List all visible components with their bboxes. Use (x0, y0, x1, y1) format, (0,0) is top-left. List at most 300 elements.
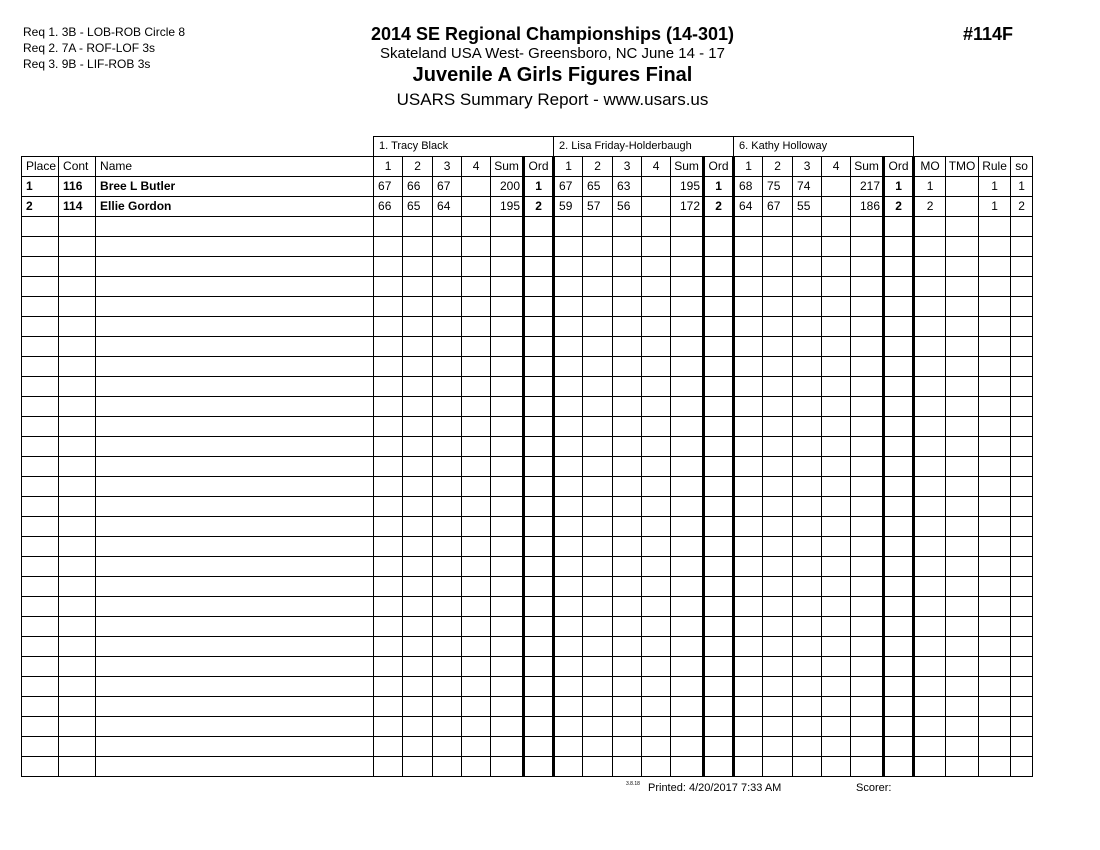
judge2-score-4-cell (642, 577, 671, 597)
judge3-score-2-cell (763, 377, 793, 397)
judge3-score-2-cell (763, 717, 793, 737)
judge1-score-4-cell (462, 397, 491, 417)
judge1-score-3-cell (433, 377, 462, 397)
judge3-score-1-cell (734, 417, 763, 437)
tmo-cell (946, 437, 979, 457)
col-header-judge3-3: 4 (822, 157, 851, 177)
judge3-score-2-cell (763, 617, 793, 637)
cont-cell (59, 257, 96, 277)
results-table (21, 136, 1033, 777)
judge3-score-2-cell (763, 337, 793, 357)
judge2-score-2-cell (583, 257, 613, 277)
so-cell (1011, 317, 1033, 337)
mo-cell (914, 297, 946, 317)
name-cell (96, 257, 374, 277)
judge2-score-3-cell (613, 217, 642, 237)
name-cell (96, 637, 374, 657)
col-header-judge1-0: 1 (374, 157, 403, 177)
judge3-score-1-cell (734, 597, 763, 617)
judge1-score-4-cell (462, 457, 491, 477)
judge3-score-1-cell (734, 457, 763, 477)
judge3-ord-cell (884, 257, 914, 277)
empty-table-row (22, 477, 1033, 497)
judge3-score-3-cell (793, 677, 822, 697)
judge3-score-1-cell (734, 657, 763, 677)
tmo-cell (946, 577, 979, 597)
judge2-sum-cell (671, 757, 704, 777)
judge3-score-2-cell (763, 297, 793, 317)
judge3-score-2-cell (763, 217, 793, 237)
judge1-ord-cell (524, 437, 554, 457)
judge3-sum-cell (851, 217, 884, 237)
judge3-score-4-cell (822, 657, 851, 677)
judge2-score-1-cell (554, 377, 583, 397)
judge-1-name: 1. Tracy Black (374, 137, 554, 157)
judge2-ord-cell (704, 397, 734, 417)
rule-cell (979, 617, 1011, 637)
judge1-sum-cell (491, 597, 524, 617)
judge3-ord-cell (884, 217, 914, 237)
judge1-score-3-cell (433, 237, 462, 257)
judge2-ord-cell (704, 657, 734, 677)
col-header-judge1-2: 3 (433, 157, 462, 177)
judge1-score-4-cell (462, 177, 491, 197)
tmo-cell (946, 637, 979, 657)
judge1-score-3-cell (433, 297, 462, 317)
judge1-ord-cell (524, 317, 554, 337)
judge2-sum-cell (671, 617, 704, 637)
judge3-score-1-cell: 64 (734, 197, 763, 217)
judge3-ord-cell: 1 (884, 177, 914, 197)
judge3-ord-cell (884, 237, 914, 257)
so-cell (1011, 357, 1033, 377)
judge3-score-3-cell (793, 297, 822, 317)
judge1-sum-cell (491, 237, 524, 257)
judge1-score-3-cell (433, 397, 462, 417)
judge3-sum-cell (851, 477, 884, 497)
judge1-score-4-cell (462, 677, 491, 697)
judge1-score-4-cell (462, 577, 491, 597)
rule-cell (979, 377, 1011, 397)
col-header-tmo: TMO (946, 157, 979, 177)
judge2-score-1-cell (554, 557, 583, 577)
judge3-sum-cell (851, 497, 884, 517)
judge2-ord-cell (704, 357, 734, 377)
judge3-score-1-cell (734, 277, 763, 297)
rule-cell (979, 717, 1011, 737)
judge2-score-3-cell (613, 257, 642, 277)
judge2-ord-cell (704, 277, 734, 297)
judge2-score-2-cell: 65 (583, 177, 613, 197)
judge2-score-1-cell (554, 617, 583, 637)
printed-timestamp: Printed: 4/20/2017 7:33 AM (648, 782, 782, 794)
judge3-score-1-cell (734, 477, 763, 497)
judge2-score-2-cell (583, 617, 613, 637)
judge3-score-4-cell (822, 217, 851, 237)
judge2-score-2-cell (583, 737, 613, 757)
judge1-score-3-cell: 64 (433, 197, 462, 217)
judge1-score-3-cell (433, 217, 462, 237)
judge2-sum-cell (671, 737, 704, 757)
judge3-score-4-cell (822, 697, 851, 717)
so-cell (1011, 417, 1033, 437)
col-header-place: Place (22, 157, 59, 177)
judge3-ord-cell (884, 437, 914, 457)
judge2-score-1-cell (554, 217, 583, 237)
judge-3-name: 6. Kathy Holloway (734, 137, 914, 157)
rule-cell (979, 477, 1011, 497)
judge2-sum-cell (671, 337, 704, 357)
judge2-sum-cell (671, 637, 704, 657)
judge1-sum-cell (491, 297, 524, 317)
judge1-score-4-cell (462, 197, 491, 217)
judge2-score-4-cell (642, 377, 671, 397)
judge3-score-1-cell (734, 437, 763, 457)
judge3-score-4-cell (822, 457, 851, 477)
name-cell (96, 697, 374, 717)
judge3-score-4-cell (822, 397, 851, 417)
judge1-sum-cell (491, 377, 524, 397)
name-cell (96, 497, 374, 517)
cont-cell (59, 497, 96, 517)
name-cell (96, 337, 374, 357)
judge1-score-1-cell (374, 337, 403, 357)
rule-cell (979, 337, 1011, 357)
judge3-score-1-cell (734, 337, 763, 357)
rule-cell (979, 557, 1011, 577)
judge2-score-3-cell (613, 397, 642, 417)
judge2-score-4-cell (642, 657, 671, 677)
judge1-score-1-cell (374, 357, 403, 377)
cont-cell (59, 757, 96, 777)
judge1-ord-cell (524, 657, 554, 677)
judge2-score-3-cell (613, 537, 642, 557)
tmo-cell (946, 557, 979, 577)
cont-cell: 114 (59, 197, 96, 217)
so-cell: 2 (1011, 197, 1033, 217)
report-title: USARS Summary Report - www.usars.us (396, 90, 709, 109)
cont-cell (59, 237, 96, 257)
judge3-sum-cell (851, 397, 884, 417)
judge-2-name: 2. Lisa Friday-Holderbaugh (554, 137, 734, 157)
judge2-score-2-cell (583, 277, 613, 297)
judge1-sum-cell (491, 557, 524, 577)
judge2-score-3-cell (613, 237, 642, 257)
judge2-sum-cell (671, 497, 704, 517)
col-header-so: so (1011, 157, 1033, 177)
judge1-score-1-cell (374, 517, 403, 537)
judge1-sum-cell (491, 537, 524, 557)
judge2-score-3-cell (613, 457, 642, 477)
judge1-score-4-cell (462, 237, 491, 257)
judge1-sum-cell (491, 737, 524, 757)
col-header-judge3-0: 1 (734, 157, 763, 177)
judge1-score-4-cell (462, 597, 491, 617)
place-cell (22, 657, 59, 677)
judge2-score-3-cell (613, 277, 642, 297)
judge2-score-2-cell (583, 717, 613, 737)
rule-cell (979, 677, 1011, 697)
so-cell (1011, 737, 1033, 757)
judge2-score-2-cell (583, 437, 613, 457)
mo-cell (914, 677, 946, 697)
judge3-score-4-cell (822, 297, 851, 317)
judge1-score-3-cell (433, 277, 462, 297)
col-header-judge2-3: 4 (642, 157, 671, 177)
cont-cell (59, 577, 96, 597)
judge3-score-3-cell (793, 757, 822, 777)
judge3-score-1-cell (734, 757, 763, 777)
rule-cell (979, 577, 1011, 597)
cont-cell (59, 517, 96, 537)
judge3-ord-cell (884, 617, 914, 637)
mo-cell (914, 497, 946, 517)
judge1-ord-cell (524, 637, 554, 657)
cont-cell (59, 737, 96, 757)
tmo-cell (946, 357, 979, 377)
rule-cell (979, 697, 1011, 717)
judge2-score-2-cell (583, 577, 613, 597)
judge1-score-2-cell (403, 457, 433, 477)
judge1-score-2-cell (403, 317, 433, 337)
empty-table-row (22, 597, 1033, 617)
judge2-score-1-cell (554, 257, 583, 277)
judge3-score-2-cell (763, 517, 793, 537)
cont-cell (59, 657, 96, 677)
so-cell (1011, 397, 1033, 417)
judge2-score-2-cell (583, 357, 613, 377)
judge3-score-4-cell (822, 557, 851, 577)
judge1-ord-cell (524, 377, 554, 397)
place-cell (22, 497, 59, 517)
judge1-score-3-cell (433, 517, 462, 537)
name-cell (96, 317, 374, 337)
judge3-score-1-cell (734, 217, 763, 237)
name-cell (96, 677, 374, 697)
judge3-score-2-cell (763, 317, 793, 337)
empty-table-row (22, 277, 1033, 297)
empty-table-row (22, 697, 1033, 717)
judge2-sum-cell (671, 577, 704, 597)
empty-table-row (22, 757, 1033, 777)
judge1-sum-cell (491, 277, 524, 297)
name-cell (96, 437, 374, 457)
mo-cell (914, 477, 946, 497)
judge3-score-3-cell (793, 657, 822, 677)
judge3-score-3-cell (793, 637, 822, 657)
judge3-sum-cell: 217 (851, 177, 884, 197)
judge3-score-1-cell (734, 677, 763, 697)
tmo-cell (946, 697, 979, 717)
judge3-ord-cell (884, 697, 914, 717)
judge2-score-1-cell (554, 317, 583, 337)
cont-cell (59, 297, 96, 317)
mo-cell (914, 737, 946, 757)
judge3-sum-cell (851, 457, 884, 477)
judge2-score-3-cell (613, 757, 642, 777)
table-row (22, 197, 1033, 217)
judge2-ord-cell (704, 497, 734, 517)
judge2-score-2-cell (583, 637, 613, 657)
judge2-ord-cell (704, 737, 734, 757)
judge1-ord-cell (524, 737, 554, 757)
mo-cell (914, 277, 946, 297)
tmo-cell (946, 337, 979, 357)
so-cell (1011, 617, 1033, 637)
judge1-score-1-cell (374, 537, 403, 557)
empty-table-row (22, 357, 1033, 377)
judge2-sum-cell: 172 (671, 197, 704, 217)
judge3-sum-cell (851, 677, 884, 697)
judge3-score-2-cell (763, 457, 793, 477)
judge3-ord-cell (884, 477, 914, 497)
so-cell (1011, 537, 1033, 557)
judge1-score-3-cell (433, 477, 462, 497)
judge2-ord-cell (704, 557, 734, 577)
judge2-sum-cell (671, 657, 704, 677)
judge2-ord-cell (704, 217, 734, 237)
judge2-score-3-cell (613, 697, 642, 717)
judge3-score-3-cell (793, 257, 822, 277)
judge1-score-4-cell (462, 637, 491, 657)
judge1-ord-cell (524, 297, 554, 317)
cont-cell (59, 697, 96, 717)
judge1-score-3-cell (433, 437, 462, 457)
rule-cell (979, 297, 1011, 317)
judge3-score-4-cell (822, 577, 851, 597)
judge1-score-2-cell (403, 697, 433, 717)
judge2-score-2-cell (583, 317, 613, 337)
judge1-ord-cell (524, 337, 554, 357)
judge2-ord-cell (704, 517, 734, 537)
judge3-ord-cell (884, 557, 914, 577)
judge2-score-2-cell (583, 517, 613, 537)
rule-cell (979, 417, 1011, 437)
judge3-score-2-cell (763, 437, 793, 457)
judge2-score-3-cell (613, 357, 642, 377)
judge1-score-1-cell (374, 217, 403, 237)
judge2-sum-cell (671, 377, 704, 397)
judge3-score-3-cell (793, 317, 822, 337)
judge3-sum-cell (851, 337, 884, 357)
judge3-sum-cell (851, 297, 884, 317)
judge2-score-3-cell (613, 617, 642, 637)
judge1-score-2-cell (403, 217, 433, 237)
mo-cell (914, 397, 946, 417)
rule-cell (979, 497, 1011, 517)
col-header-judge2-4: Sum (671, 157, 704, 177)
judge1-score-1-cell (374, 677, 403, 697)
judge3-score-4-cell (822, 417, 851, 437)
judge1-sum-cell (491, 397, 524, 417)
judge3-score-2-cell (763, 237, 793, 257)
col-header-judge1-3: 4 (462, 157, 491, 177)
judge1-sum-cell (491, 337, 524, 357)
judge3-score-2-cell: 75 (763, 177, 793, 197)
judge1-score-1-cell: 67 (374, 177, 403, 197)
judge2-score-4-cell (642, 437, 671, 457)
judge3-sum-cell (851, 517, 884, 537)
judge2-score-2-cell (583, 677, 613, 697)
place-cell (22, 317, 59, 337)
judge1-score-4-cell (462, 477, 491, 497)
judge3-score-3-cell (793, 457, 822, 477)
judge3-score-2-cell (763, 737, 793, 757)
judge1-score-4-cell (462, 737, 491, 757)
so-cell (1011, 257, 1033, 277)
tmo-cell (946, 197, 979, 217)
judge3-ord-cell (884, 737, 914, 757)
judge1-sum-cell (491, 437, 524, 457)
so-cell (1011, 237, 1033, 257)
col-header-cont: Cont (59, 157, 96, 177)
place-cell (22, 557, 59, 577)
judge2-sum-cell (671, 257, 704, 277)
judge1-score-3-cell (433, 737, 462, 757)
scorer-label: Scorer: (856, 782, 892, 794)
judge1-ord-cell (524, 517, 554, 537)
judge3-score-2-cell (763, 557, 793, 577)
judge1-score-1-cell (374, 277, 403, 297)
judge3-score-1-cell (734, 577, 763, 597)
judge1-score-1-cell (374, 577, 403, 597)
judge3-score-4-cell (822, 277, 851, 297)
judge3-sum-cell (851, 557, 884, 577)
judge3-sum-cell (851, 437, 884, 457)
col-header-judge2-5: Ord (704, 157, 734, 177)
judge1-score-1-cell (374, 397, 403, 417)
requirement-3: Req 3. 9B - LIF-ROB 3s (23, 57, 151, 71)
judge3-ord-cell (884, 337, 914, 357)
judge3-score-1-cell (734, 557, 763, 577)
judge2-ord-cell (704, 637, 734, 657)
judge2-score-1-cell (554, 717, 583, 737)
mo-cell (914, 637, 946, 657)
judge3-ord-cell (884, 677, 914, 697)
judge3-score-1-cell (734, 237, 763, 257)
judge1-score-2-cell (403, 657, 433, 677)
judge3-sum-cell (851, 237, 884, 257)
judge2-score-1-cell (554, 757, 583, 777)
judge3-score-4-cell (822, 497, 851, 517)
judge1-ord-cell (524, 397, 554, 417)
mo-cell (914, 357, 946, 377)
judge1-sum-cell (491, 637, 524, 657)
place-cell (22, 337, 59, 357)
mo-cell (914, 457, 946, 477)
cont-cell: 116 (59, 177, 96, 197)
empty-table-row (22, 537, 1033, 557)
judge2-score-3-cell (613, 637, 642, 657)
place-cell (22, 217, 59, 237)
place-cell (22, 477, 59, 497)
judge1-score-4-cell (462, 337, 491, 357)
judge3-score-1-cell (734, 257, 763, 277)
judge1-score-1-cell (374, 717, 403, 737)
judge1-score-1-cell (374, 637, 403, 657)
judge3-score-1-cell (734, 497, 763, 517)
judge2-score-2-cell (583, 397, 613, 417)
so-cell (1011, 557, 1033, 577)
judge1-sum-cell (491, 217, 524, 237)
mo-cell (914, 557, 946, 577)
rule-cell (979, 437, 1011, 457)
judge2-score-1-cell (554, 577, 583, 597)
judge1-score-2-cell (403, 337, 433, 357)
rule-cell (979, 637, 1011, 657)
judge1-score-4-cell (462, 697, 491, 717)
judge1-score-4-cell (462, 757, 491, 777)
